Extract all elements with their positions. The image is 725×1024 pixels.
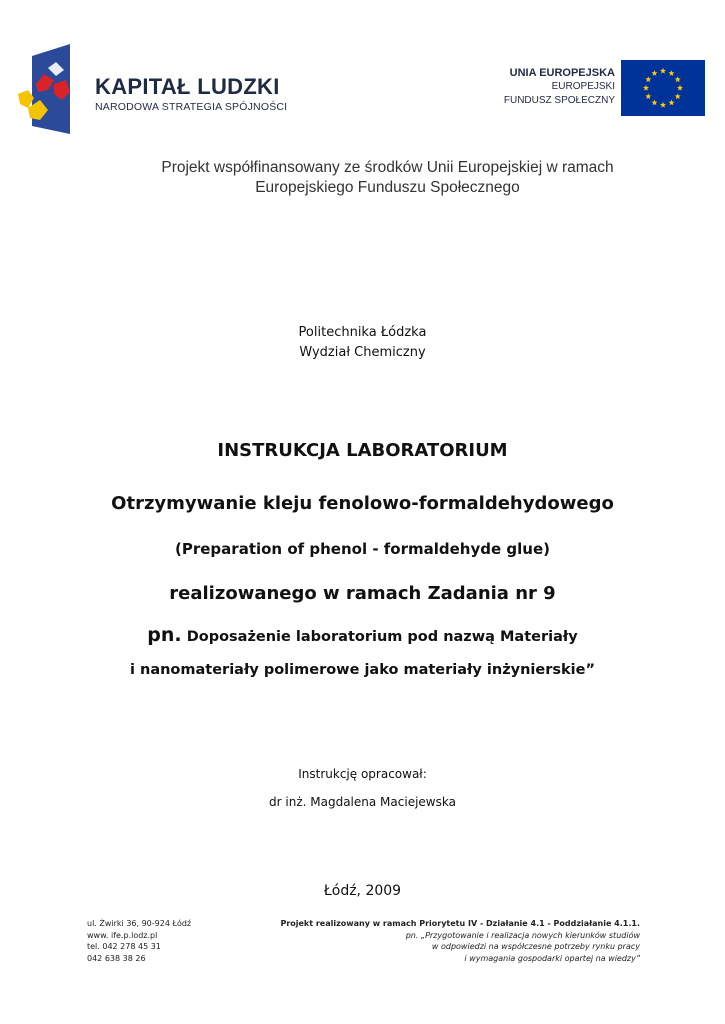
footer-project-priority: Projekt realizowany w ramach Priorytetu IV - Działanie 4.1 - Poddziałanie 4.1.1. — [280, 919, 640, 928]
footer-project-name-1: pn. „Przygotowanie i realizacja nowych kierunków studiów — [405, 930, 640, 940]
eu-main-label: UNIA EUROPEJSKA — [509, 67, 615, 79]
kapital-ludzki-title: KAPITAŁ LUDZKI — [95, 74, 280, 99]
task-name-line1 — [0, 624, 725, 646]
footer-phone-2: 042 638 38 26 — [87, 953, 146, 963]
footer-address: ul. Żwirki 36, 90-924 Łódź — [87, 919, 192, 928]
footer-website: www. ife.p.lodz.pl — [87, 930, 158, 940]
pn-prefix: pn. — [147, 624, 182, 646]
eu-fund-line1: EUROPEJSKI — [551, 81, 615, 92]
eu-flag-icon — [621, 60, 705, 116]
cofinancing-line2: Europejskiego Funduszu Społecznego — [255, 179, 520, 196]
kapital-ludzki-subtitle: NARODOWA STRATEGIA SPÓJNOŚCI — [95, 101, 288, 113]
cofinancing-line1: Projekt współfinansowany ze środków Unii Europejskiej w ramach — [161, 159, 614, 176]
cofinancing-statement — [0, 158, 725, 198]
task-heading: realizowanego w ramach Zadania nr 9 — [169, 583, 556, 604]
eu-fund-line2: FUNDUSZ SPOŁECZNY — [503, 95, 615, 106]
footer-project-name-3: i wymagania gospodarki opartej na wiedzy” — [464, 953, 640, 963]
footer-project-name-2: w odpowiedzi na współczesne potrzeby rynku pracy — [431, 942, 640, 951]
author-name: dr inż. Magdalena Maciejewska — [269, 795, 456, 809]
task-name-text: Doposażenie laboratorium pod nazwą Materiały — [186, 629, 578, 645]
document-type-heading: INSTRUKCJA LABORATORIUM — [217, 440, 508, 461]
document-title: Otrzymywanie kleju fenolowo-formaldehydowego — [111, 493, 614, 514]
footer-project-info — [280, 918, 640, 964]
footer-phone: tel. 042 278 45 31 — [87, 942, 161, 951]
eu-caption — [504, 66, 615, 108]
task-name-line2: i nanomateriały polimerowe jako materiały inżynierskie” — [129, 662, 595, 678]
faculty-name: Wydział Chemiczny — [299, 345, 426, 360]
place-and-date: Łódź, 2009 — [323, 883, 402, 899]
institution-block — [0, 323, 725, 363]
english-title: (Preparation of phenol - formaldehyde glue) — [175, 540, 550, 558]
prepared-by-label: Instrukcję opracował: — [298, 767, 427, 781]
university-name: Politechnika Łódzka — [298, 325, 427, 340]
footer-contact — [87, 918, 191, 964]
